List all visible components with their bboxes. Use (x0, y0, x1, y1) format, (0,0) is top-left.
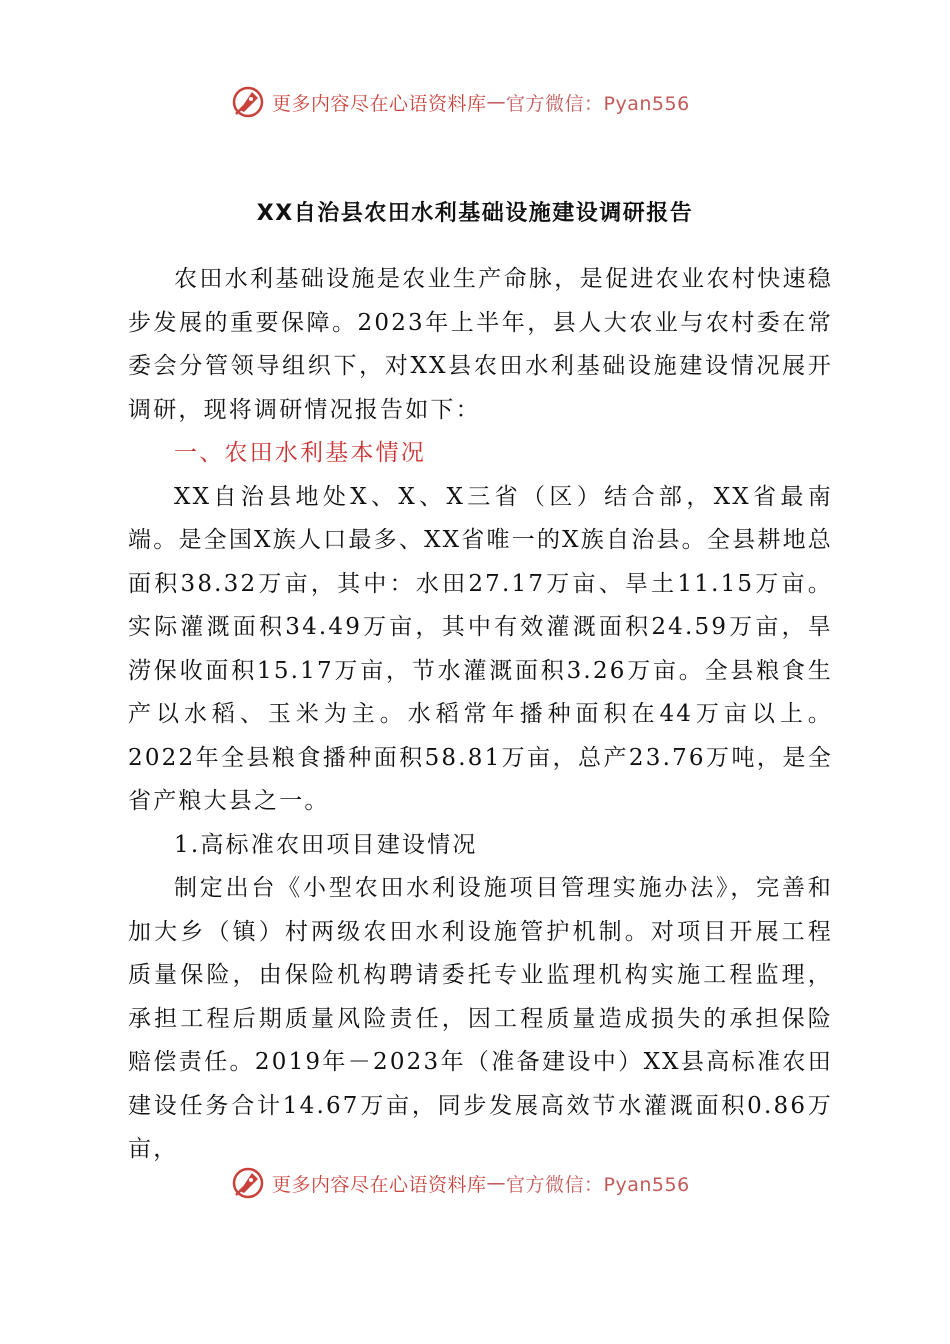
watermark-dash: — (486, 91, 507, 113)
fountain-pen-nib-icon (230, 84, 266, 120)
document-title: XX自治县农田水利基础设施建设调研报告 (256, 201, 694, 226)
watermark-contact: 官方微信：Pyan556 (506, 92, 690, 115)
section-heading: 一、农田水利基本情况 (174, 440, 426, 466)
document-body (128, 258, 833, 1172)
watermark-contact: 官方微信：Pyan556 (506, 1173, 690, 1196)
watermark-brand: 更多内容尽在心语资料库 (272, 92, 487, 115)
project-paragraph: 制定出台《小型农田水利设施项目管理实施办法》，完善和加大乡（镇）村两级农田水利设施管护机制。对项目开展工程质量保险，由保险机构聘请委托专业监理机构实施工程监理，承担工程后期质量风险责任，因工程质量造成损失的承担保险赔偿责任。2019年－2023年（准备建设中）XX县高标准农田建设任务合计14.67万亩，同步发展高效节水灌溉面积0.86万亩， (128, 875, 833, 1162)
subsection-heading: 1.高标准农田项目建设情况 (174, 831, 478, 858)
watermark-banner-top (230, 82, 750, 122)
watermark-brand: 更多内容尽在心语资料库 (272, 1173, 487, 1196)
overview-paragraph: XX自治县地处X、X、X三省（区）结合部，XX省最南端。是全国X族人口最多、XX省唯一的X族自治县。全县耕地总面积38.32万亩，其中：水田27.17万亩、旱土11.15万亩。实际灌溉面积34.49万亩，其中有效灌溉面积24.59万亩，旱涝保收面积15.17万亩，节水灌溉面积3.26万亩。全县粮食生产以水稻、玉米为主。水稻常年播种面积在44万亩以上。2022年全县粮食播种面积58.81万亩，总产23.76万吨，是全省产粮大县之一。 (128, 483, 833, 814)
fountain-pen-nib-icon (230, 1165, 266, 1201)
intro-paragraph: 农田水利基础设施是农业生产命脉，是促进农业农村快速稳步发展的重要保障。2023年上半年，县人大农业与农村委在常委会分管领导组织下，对XX县农田水利基础设施建设情况展开调研，现将调研情况报告如下： (128, 266, 833, 423)
watermark-dash: — (486, 1172, 507, 1194)
watermark-banner-bottom (230, 1163, 750, 1203)
